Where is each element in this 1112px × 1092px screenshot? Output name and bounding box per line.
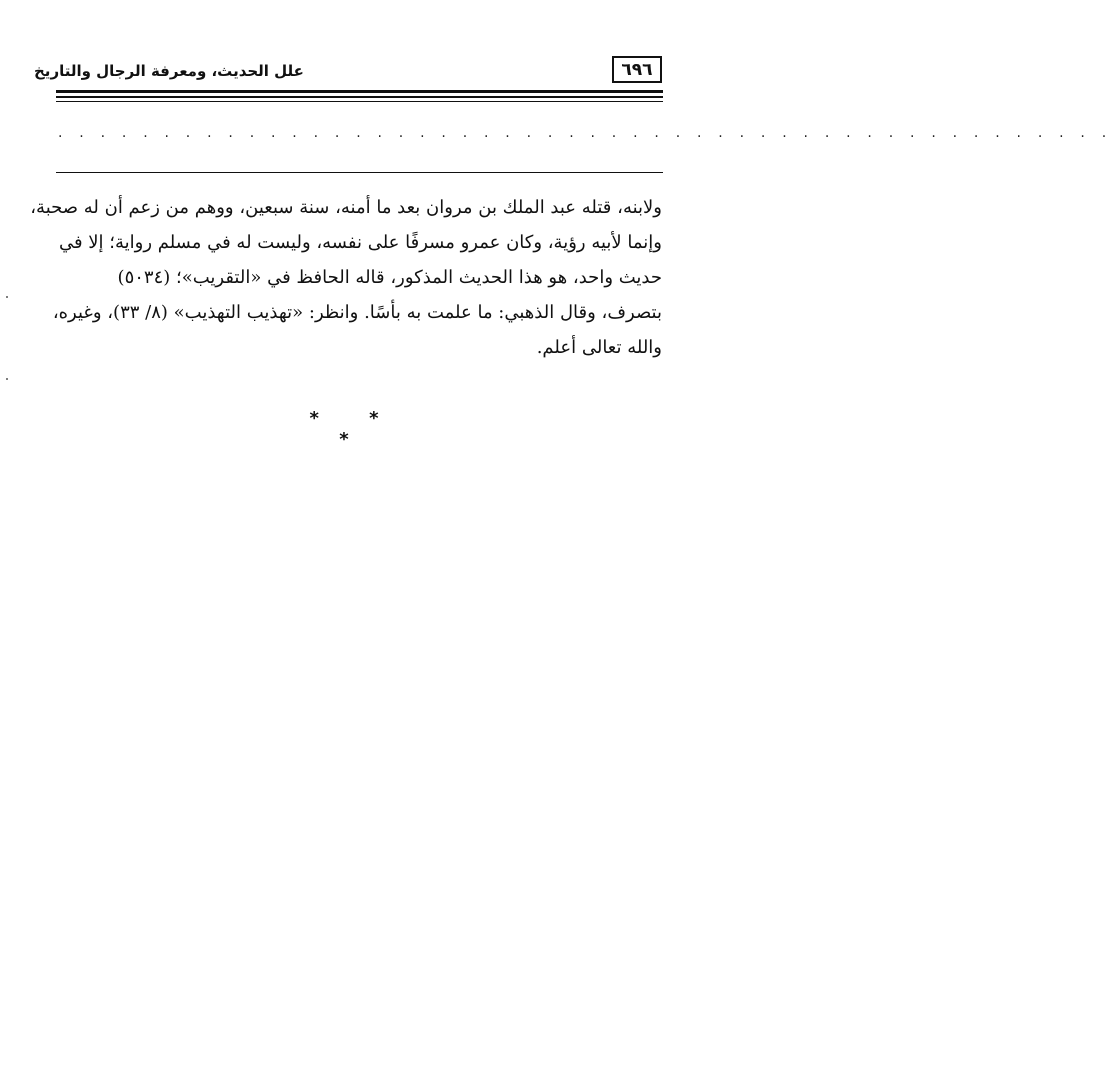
section-end-ornament: * * * xyxy=(309,408,401,450)
text-line-5: والله تعالى أعلم. xyxy=(536,337,662,358)
dotted-separator: . . . . . . . . . . . . . . . . . . . . . . . . . . . . . . . . . . . . . . . . . . . . . . . . . . xyxy=(58,125,1112,141)
margin-speck xyxy=(6,378,8,380)
footnote-rule xyxy=(56,172,663,173)
text-line-4: بتصرف، وقال الذهبي: ما علمت به بأسًا. وانظر: «تهذيب التهذيب» (٨/ ٣٣)، وغيره، xyxy=(52,302,662,323)
margin-speck xyxy=(6,296,8,298)
text-line-2: وإنما لأبيه رؤية، وكان عمرو مسرفًا على نفسه، وليست له في مسلم رواية؛ إلا في xyxy=(58,232,662,253)
header-rule-middle xyxy=(56,96,663,98)
header-rule-thin xyxy=(56,101,663,102)
running-header-title: علل الحديث، ومعرفة الرجال والتاريخ xyxy=(34,62,304,80)
page-number: ٦٩٦ xyxy=(612,56,662,83)
text-line-1: ولابنه، قتله عبد الملك بن مروان بعد ما أمنه، سنة سبعين، ووهم من زعم أن له صحبة، xyxy=(30,197,662,218)
header-rule-thick xyxy=(56,90,663,93)
footnote-text xyxy=(30,190,662,365)
text-line-3: حديث واحد، هو هذا الحديث المذكور، قاله الحافظ في «التقريب»؛ (٥٠٣٤) xyxy=(117,267,662,288)
